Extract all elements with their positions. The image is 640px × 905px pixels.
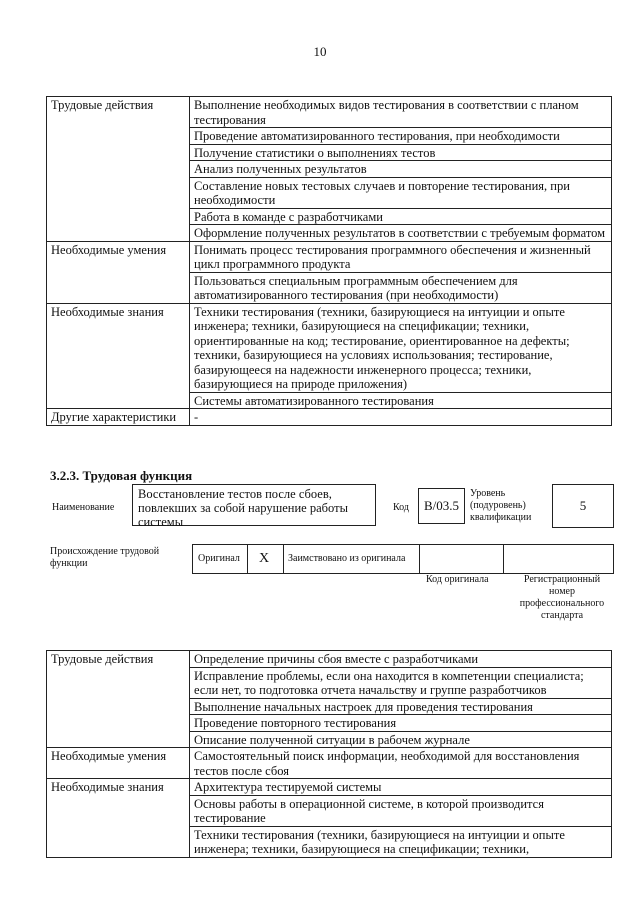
code-label: Код bbox=[393, 502, 409, 513]
row-item: Техники тестирования (техники, базирующиеся на интуиции и опыте инженера; техники, базирующиеся на спецификации; техники, ориентированные на код; тестирование, ориентированное на дефекты; техники, базирующиеся на условиях использования; тестирование, базирующееся на надежности инженерного процесса; техники, базирующиеся на природе приложения) bbox=[190, 303, 612, 392]
table-row bbox=[47, 779, 612, 796]
row-label: Необходимые умения bbox=[47, 748, 190, 779]
row-item: Определение причины сбоя вместе с разработчиками bbox=[190, 651, 612, 668]
requirements-table-1 bbox=[46, 96, 612, 426]
row-item: Архитектура тестируемой системы bbox=[190, 779, 612, 796]
row-item: Выполнение начальных настроек для проведения тестирования bbox=[190, 698, 612, 715]
row-item: Исправление проблемы, если она находится в компетенции специалиста; если нет, то подготовка отчета начальству и группе разработчиков bbox=[190, 667, 612, 698]
original-label: Оригинал bbox=[198, 553, 240, 564]
row-label: Необходимые знания bbox=[47, 779, 190, 858]
row-item: Составление новых тестовых случаев и повторение тестирования, при необходимости bbox=[190, 177, 612, 208]
code-box bbox=[418, 488, 465, 524]
code-original-caption: Код оригинала bbox=[426, 574, 489, 585]
row-item: Пользоваться специальным программным обеспечением для автоматизированного тестирования (при необходимости) bbox=[190, 272, 612, 303]
level-value: 5 bbox=[579, 498, 587, 513]
page-number: 10 bbox=[313, 44, 327, 59]
table-row bbox=[47, 651, 612, 668]
origin-divider bbox=[247, 545, 248, 573]
table-row bbox=[47, 97, 612, 128]
row-item: Системы автоматизированного тестирования bbox=[190, 392, 612, 409]
name-label: Наименование bbox=[52, 502, 115, 513]
row-item: Оформление полученных результатов в соответствии с требуемым форматом bbox=[190, 225, 612, 242]
origin-box bbox=[192, 544, 614, 574]
row-item: Получение статистики о выполнениях тестов bbox=[190, 144, 612, 161]
row-item: Проведение повторного тестирования bbox=[190, 715, 612, 732]
row-label: Необходимые умения bbox=[47, 241, 190, 303]
level-label: Уровень (подуровень) квалификации bbox=[470, 488, 532, 523]
section-title: 3.2.3. Трудовая функция bbox=[50, 468, 193, 483]
code-value: B/03.5 bbox=[423, 498, 460, 513]
origin-divider bbox=[503, 545, 504, 573]
table-row bbox=[47, 241, 612, 272]
requirements-table-2 bbox=[46, 650, 612, 858]
level-box bbox=[552, 484, 614, 528]
table-row bbox=[47, 303, 612, 392]
borrowed-label: Заимствовано из оригинала bbox=[288, 553, 406, 564]
function-name-box bbox=[132, 484, 376, 529]
row-label: Другие характеристики bbox=[47, 409, 190, 426]
function-name-value: Восстановление тестов после сбоев, повлекших за собой нарушение работы системы bbox=[138, 487, 348, 529]
row-item: Самостоятельный поиск информации, необходимой для восстановления тестов после сбоя bbox=[190, 748, 612, 779]
row-item: Работа в команде с разработчиками bbox=[190, 208, 612, 225]
origin-divider bbox=[283, 545, 284, 573]
row-item: Описание полученной ситуации в рабочем журнале bbox=[190, 731, 612, 748]
row-item: - bbox=[190, 409, 612, 426]
origin-divider bbox=[419, 545, 420, 573]
row-item: Выполнение необходимых видов тестирования в соответствии с планом тестирования bbox=[190, 97, 612, 128]
row-item: Техники тестирования (техники, базирующиеся на интуиции и опыте инженера; техники, базирующиеся на спецификации; техники, bbox=[190, 826, 612, 857]
reg-number-caption: Регистрационный номер профессионального стандарта bbox=[519, 574, 605, 621]
row-label: Трудовые действия bbox=[47, 651, 190, 748]
origin-label: Происхождение трудовой функции bbox=[50, 546, 160, 569]
row-item: Анализ полученных результатов bbox=[190, 161, 612, 178]
table-row bbox=[47, 409, 612, 426]
row-label: Трудовые действия bbox=[47, 97, 190, 242]
row-label: Необходимые знания bbox=[47, 303, 190, 409]
table-row bbox=[47, 748, 612, 779]
row-item: Основы работы в операционной системе, в которой производится тестирование bbox=[190, 795, 612, 826]
original-mark: X bbox=[259, 551, 270, 566]
row-item: Понимать процесс тестирования программного обеспечения и жизненный цикл программного продукта bbox=[190, 241, 612, 272]
row-item: Проведение автоматизированного тестирования, при необходимости bbox=[190, 128, 612, 145]
